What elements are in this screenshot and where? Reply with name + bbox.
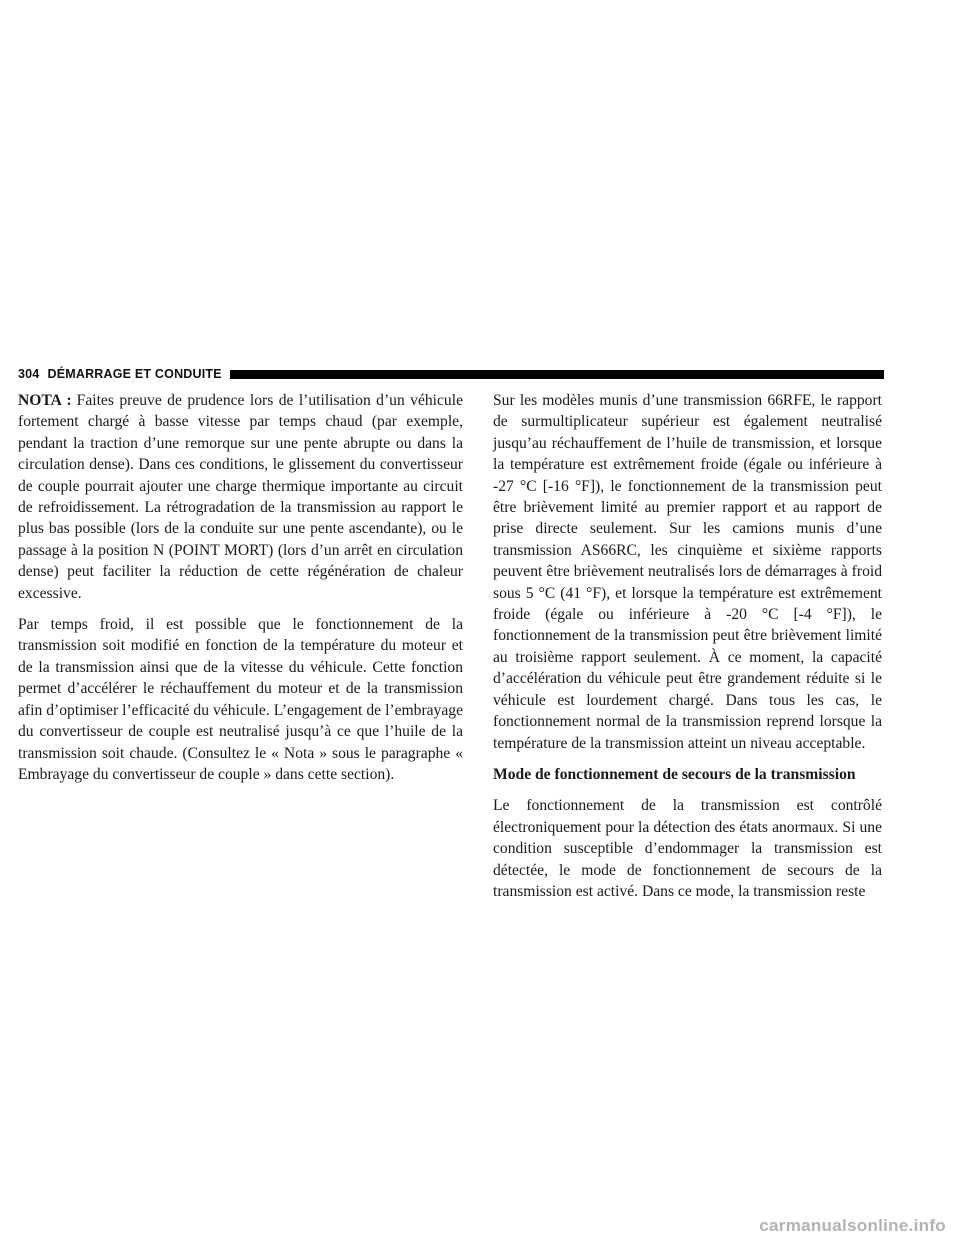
limp-mode-paragraph: Le fonctionnement de la transmission est contrôlé électroniquement pour la détection des états anormaux. Si une condition susceptible d’endommager la transmission est détectée, le mode de fonctionnement de secours de la transmission est activé. Dans ce mode, la transmission reste <box>493 797 882 900</box>
limp-mode-heading: Mode de fonctionnement de secours de la transmission <box>493 765 856 783</box>
header-rule <box>230 370 884 379</box>
note-label: NOTA : <box>18 392 72 409</box>
section-title: DÉMARRAGE ET CONDUITE <box>47 367 222 381</box>
right-column <box>493 390 882 912</box>
note-paragraph <box>18 390 463 604</box>
transmission-models-paragraph: Sur les modèles munis d’une transmission 66RFE, le rapport de surmultiplicateur supérieur est également neutralisé jusqu’au réchauffement de l’huile de transmission, et lorsque la température est extrêmement froide (égale ou inférieure à -27 °C [-16 °F]), le fonctionnement de la transmission peut être brièvement limité au premier rapport et au rapport de prise directe seulement. Sur les camions munis d’une transmission AS66RC, les cinquième et sixième rapports peuvent être brièvement neutralisés lors de démarrages à froid sous 5 °C (41 °F), et lorsque la température est extrêmement froide (égale ou inférieure à -20 °C [-4 °F]), le fonctionnement de la transmission peut être brièvement limité au troisième rapport seulement. À ce moment, la capacité d’accélération du véhicule peut être grandement réduite si le véhicule est lourdement chargé. Dans tous les cas, le fonctionnement normal de la transmission reprend lorsque la température de la transmission atteint un niveau acceptable. <box>493 392 882 752</box>
page-header <box>18 363 884 385</box>
watermark-text: carmanualsonline.info <box>759 1216 946 1235</box>
left-column <box>18 390 463 795</box>
cold-weather-paragraph: Par temps froid, il est possible que le fonctionnement de la transmission soit modifié en fonction de la température du moteur et de la transmission ainsi que de la vitesse du véhicule. Cette fonction permet d’accélérer le réchauffement du moteur et de la transmission afin d’optimiser l’efficacité du véhicule. L’engagement de l’embrayage du convertisseur de couple est neutralisé jusqu’à ce que l’huile de la transmission soit chaude. (Consultez le « Nota » sous le paragraphe « Embrayage du convertisseur de couple » dans cette section). <box>18 616 463 783</box>
page-number: 304 <box>18 367 40 381</box>
note-text: Faites preuve de prudence lors de l’utilisation d’un véhicule fortement chargé à basse vitesse par temps chaud (par exemple, pendant la traction d’une remorque sur une pente abrupte ou dans la circulation dense). Dans ces conditions, le glissement du convertisseur de couple pourrait ajouter une charge thermique importante au circuit de refroidissement. La rétrogradation de la transmission au rapport le plus bas possible (lors de la conduite sur une pente ascendante), ou le passage à la position N (POINT MORT) (lors d’un arrêt en circulation dense) peut faciliter la réduction de cette régénération de chaleur excessive. <box>18 392 463 602</box>
